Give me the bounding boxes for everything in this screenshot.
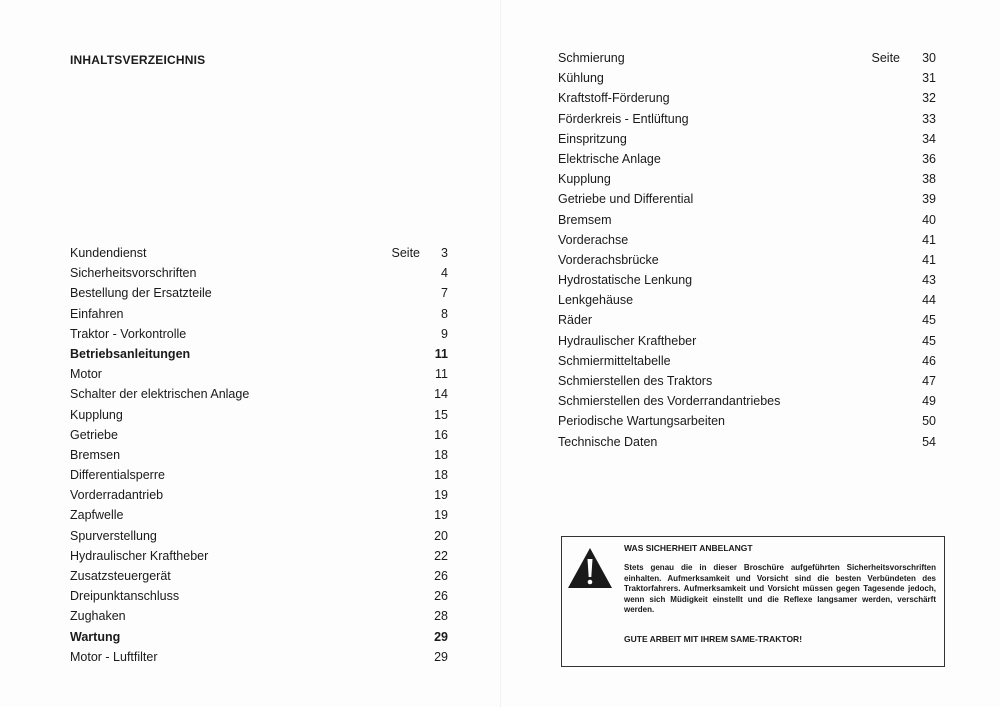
page-fold [500, 0, 501, 707]
toc-entry-label: Bremsem [558, 212, 612, 227]
toc-entry-page: 41 [922, 232, 936, 247]
toc-entry [558, 310, 936, 330]
toc-entry-label: Schmierstellen des Traktors [558, 374, 713, 388]
warning-triangle-icon [567, 547, 613, 589]
toc-entry [558, 169, 936, 189]
toc-entry [70, 304, 448, 324]
toc-entry-label: Schmierstellen des Vorderrandantriebes [558, 394, 781, 409]
toc-entry-label: Schalter der elektrischen Anlage [70, 387, 250, 402]
toc-entry-page: 22 [434, 548, 448, 563]
toc-entry [70, 647, 448, 667]
toc-entry [70, 526, 448, 546]
toc-entry [70, 425, 448, 445]
toc-entry-label: Spurverstellung [70, 528, 157, 543]
toc-entry-page: 18 [434, 447, 448, 462]
toc-entry [558, 290, 936, 310]
toc-entry-label: Technische Daten [558, 434, 658, 449]
toc-entry-label: Elektrische Anlage [558, 151, 661, 166]
toc-entry-label: Kühlung [558, 71, 604, 86]
toc-entry [70, 263, 448, 283]
toc-entry-label: Bremsen [70, 447, 121, 462]
toc-entry-page: 36 [922, 151, 936, 166]
toc-entry-label: Periodische Wartungsarbeiten [558, 414, 725, 429]
toc-entry [70, 445, 448, 465]
warning-heading: WAS SICHERHEIT ANBELANGT [624, 543, 753, 553]
toc-entry [70, 384, 448, 404]
toc-entry-page: 19 [434, 508, 448, 523]
toc-entry-label: Vorderachsbrücke [558, 252, 659, 267]
toc-entry-page: 19 [434, 488, 448, 503]
toc-entry [558, 432, 936, 452]
toc-entry-label: Dreipunktanschluss [70, 589, 180, 604]
toc-entry-page: 20 [434, 528, 448, 543]
toc-entry-page: 49 [922, 394, 936, 409]
toc-entry-label: Kupplung [70, 407, 123, 422]
toc-entry-page: 43 [922, 273, 936, 288]
toc-entry-page: 33 [922, 111, 936, 126]
toc-entry [558, 230, 936, 250]
toc-entry-label: Zughaken [70, 609, 126, 624]
toc-entry-page: 41 [922, 252, 936, 267]
toc-entry [558, 189, 936, 209]
toc-right-column [558, 48, 936, 452]
toc-entry-page: 11 [435, 367, 448, 382]
toc-entry [558, 129, 936, 149]
toc-entry-page: 15 [434, 407, 448, 422]
toc-entry-page: 16 [434, 427, 448, 442]
toc-entry-label: Getriebe [70, 427, 118, 442]
toc-entry-label: Zusatzsteuergerät [70, 569, 171, 583]
toc-entry-label: Einfahren [70, 306, 124, 321]
toc-entry [558, 149, 936, 169]
toc-entry-label: Hydraulischer Kraftheber [70, 548, 209, 563]
toc-entry [70, 344, 448, 364]
toc-entry-page: 44 [922, 293, 936, 308]
toc-entry-label: Wartung [70, 629, 121, 644]
toc-entry [558, 48, 936, 68]
toc-entry [70, 606, 448, 626]
toc-entry-page: 4 [441, 266, 448, 281]
toc-entry [70, 243, 448, 263]
toc-entry [558, 68, 936, 88]
toc-entry-page: 45 [922, 313, 936, 328]
toc-entry-label: Lenkgehäuse [558, 293, 634, 308]
toc-entry [70, 505, 448, 525]
toc-entry-page: 40 [922, 212, 936, 227]
toc-entry-page: 38 [922, 172, 936, 187]
toc-entry [558, 210, 936, 230]
warning-body: Stets genau die in dieser Broschüre aufgeführten Sicherheitsvorschriften einhalten. Aufmerksamkeit und Vorsicht sind die besten Verbündeten des Traktorfahrers. Aufmerksamkeit und Vorsicht müssen gegen Tagesende jedoch, wenn sich Müdigkeit einstellt und die Reflexe langsamer werden, verschärft werden. [624, 563, 936, 614]
toc-entry-label: Schmierung [558, 51, 625, 65]
toc-entry [558, 109, 936, 129]
toc-entry-label: Bestellung der Ersatzteile [70, 286, 212, 301]
toc-entry-label: Traktor - Vorkontrolle [70, 326, 187, 341]
toc-entry-page: 11 [434, 346, 448, 361]
toc-entry-page: 14 [434, 387, 448, 402]
toc-entry [70, 546, 448, 566]
toc-entry-page: 26 [434, 589, 448, 604]
toc-entry-label: Zapfwelle [70, 508, 124, 523]
toc-entry-page: 18 [434, 468, 448, 483]
toc-entry-page: 47 [922, 374, 936, 388]
toc-entry [558, 371, 936, 391]
toc-entry-label: Schmiermitteltabelle [558, 353, 671, 368]
toc-entry [558, 250, 936, 270]
toc-entry-label: Differentialsperre [70, 468, 165, 483]
toc-left-column [70, 243, 448, 667]
toc-entry-label: Motor - Luftfilter [70, 649, 158, 664]
toc-entry-label: Betriebsanleitungen [70, 346, 191, 361]
toc-entry [558, 88, 936, 108]
toc-entry [558, 391, 936, 411]
toc-entry-label: Motor [70, 367, 102, 382]
page-column-label: Seite [391, 246, 420, 260]
toc-entry-page: 32 [922, 91, 936, 106]
toc-entry [558, 270, 936, 290]
toc-entry [558, 351, 936, 371]
toc-entry-label: Räder [558, 313, 593, 328]
toc-entry-page: 8 [441, 306, 448, 321]
page-title: INHALTSVERZEICHNIS [70, 53, 206, 67]
toc-entry [70, 324, 448, 344]
toc-entry-page: 9 [441, 326, 448, 341]
warning-footer: GUTE ARBEIT MIT IHREM SAME-TRAKTOR! [624, 634, 803, 644]
toc-entry-label: Einspritzung [558, 131, 627, 146]
toc-entry-label: Kundendienst [70, 246, 147, 260]
toc-entry-page: 3 [441, 246, 448, 260]
toc-entry [70, 364, 448, 384]
toc-entry-page: 39 [922, 192, 936, 207]
safety-warning-box [561, 536, 945, 667]
toc-entry-page: 29 [434, 649, 448, 664]
toc-entry-page: 46 [922, 353, 936, 368]
page-column-label: Seite [871, 51, 900, 65]
toc-entry-label: Getriebe und Differential [558, 192, 694, 207]
toc-entry-page: 29 [434, 629, 448, 644]
toc-entry-page: 34 [922, 131, 936, 146]
toc-entry [70, 566, 448, 586]
toc-entry-label: Hydraulischer Kraftheber [558, 333, 697, 348]
toc-entry [70, 405, 448, 425]
toc-entry-label: Förderkreis - Entlüftung [558, 111, 689, 126]
toc-entry-page: 26 [434, 569, 448, 583]
toc-entry-page: 50 [922, 414, 936, 429]
toc-entry-label: Vorderradantrieb [70, 488, 164, 503]
toc-entry [70, 627, 448, 647]
toc-entry-label: Hydrostatische Lenkung [558, 273, 693, 288]
toc-entry [558, 411, 936, 431]
toc-entry [70, 485, 448, 505]
toc-entry-page: 30 [922, 51, 936, 65]
toc-entry-label: Vorderachse [558, 232, 629, 247]
toc-entry [558, 331, 936, 351]
toc-entry-page: 54 [922, 434, 936, 449]
toc-entry [70, 465, 448, 485]
toc-entry-page: 7 [441, 286, 448, 301]
toc-entry [70, 283, 448, 303]
toc-entry-page: 45 [922, 333, 936, 348]
toc-entry [70, 586, 448, 606]
toc-entry-label: Sicherheitsvorschriften [70, 266, 197, 281]
toc-entry-label: Kupplung [558, 172, 611, 187]
toc-entry-label: Kraftstoff-Förderung [558, 91, 670, 106]
toc-entry-page: 28 [434, 609, 448, 624]
toc-entry-page: 31 [922, 71, 936, 86]
